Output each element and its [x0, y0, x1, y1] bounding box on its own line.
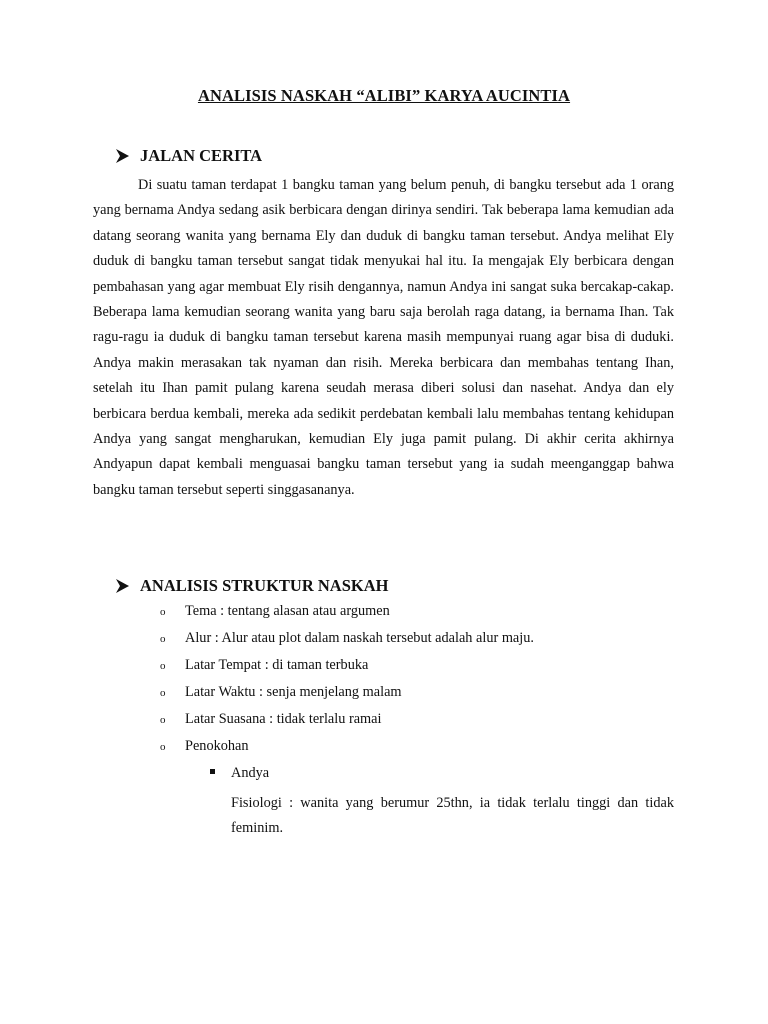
list-item [160, 684, 534, 711]
circle-bullet-icon: o [160, 633, 166, 645]
character-name: Andya [231, 765, 270, 781]
circle-bullet-icon: o [160, 606, 166, 618]
structure-list [160, 603, 534, 765]
list-item-text: Penokohan [185, 738, 249, 754]
section-heading-jalan-cerita [114, 146, 262, 166]
list-item-text: Latar Waktu : senja menjelang malam [185, 684, 402, 700]
section-heading-analisis-struktur [114, 576, 388, 596]
character-description: Fisiologi : wanita yang berumur 25thn, ia tidak terlalu tinggi dan tidak feminim. [231, 795, 674, 837]
story-paragraph: Di suatu taman terdapat 1 bangku taman yang belum penuh, di bangku tersebut ada 1 orang yang bernama Andya sedang asik berbicara dengan dirinya sendiri. Tak beberapa lama kemudian ada datang seorang wanita yang bernama Ely dan duduk di bangku taman tersebut. Andya melihat Ely duduk di bangku taman tersebut sangat tidak menyukai hal itu. Ia mengajak Ely berbicara dengan pembahasan yang agar membuat Ely risih dengannya, namun Andya ini sangat suka bercakap-cakap. Beberapa lama kemudian seorang wanita yang baru saja berolah raga datang, ia bernama Ihan. Tak ragu-ragu ia duduk di bangku taman tersebut karena masih mempunyai ruang agar bisa di duduki. Andya makin merasakan tak nyaman dan risih. Mereka berbicara dan membahas tentang Ihan, setelah itu Ihan pamit pulang karena seudah merasa diberi solusi dan nasehat. Andya dan ely berbicara berdua kembali, mereka ada sedikit perdebatan kembali lalu membahas tentang kehidupan Andya yang sangat mengharukan, kemudian Ely juga pamit pulang. Di akhir cerita akhirnya Andyapun dapat kembali menguasai bangku taman tersebut yang ia sudah meenganggap bahwa bangku taman tersebut seperti singgasananya. [93, 177, 674, 498]
character-sublist [210, 765, 674, 842]
list-item [160, 657, 534, 684]
list-item-text: Latar Suasana : tidak terlalu ramai [185, 711, 382, 727]
circle-bullet-icon: o [160, 687, 166, 699]
section-heading-label: ANALISIS STRUKTUR NASKAH [140, 576, 389, 595]
list-item [160, 711, 534, 738]
section-heading-label: JALAN CERITA [140, 146, 263, 165]
circle-bullet-icon: o [160, 741, 166, 753]
arrowhead-icon [114, 148, 130, 164]
list-item-text: Tema : tentang alasan atau argumen [185, 603, 390, 619]
circle-bullet-icon: o [160, 660, 166, 672]
square-bullet-icon [210, 769, 215, 774]
document-title: ANALISIS NASKAH “ALIBI” KARYA AUCINTIA [197, 86, 571, 105]
arrowhead-icon [114, 578, 130, 594]
circle-bullet-icon: o [160, 714, 166, 726]
list-item-text: Alur : Alur atau plot dalam naskah tersebut adalah alur maju. [185, 630, 534, 646]
list-item-text: Latar Tempat : di taman terbuka [185, 657, 369, 673]
list-item [160, 630, 534, 657]
character-item [210, 765, 674, 791]
list-item [160, 603, 534, 630]
list-item [160, 738, 534, 765]
